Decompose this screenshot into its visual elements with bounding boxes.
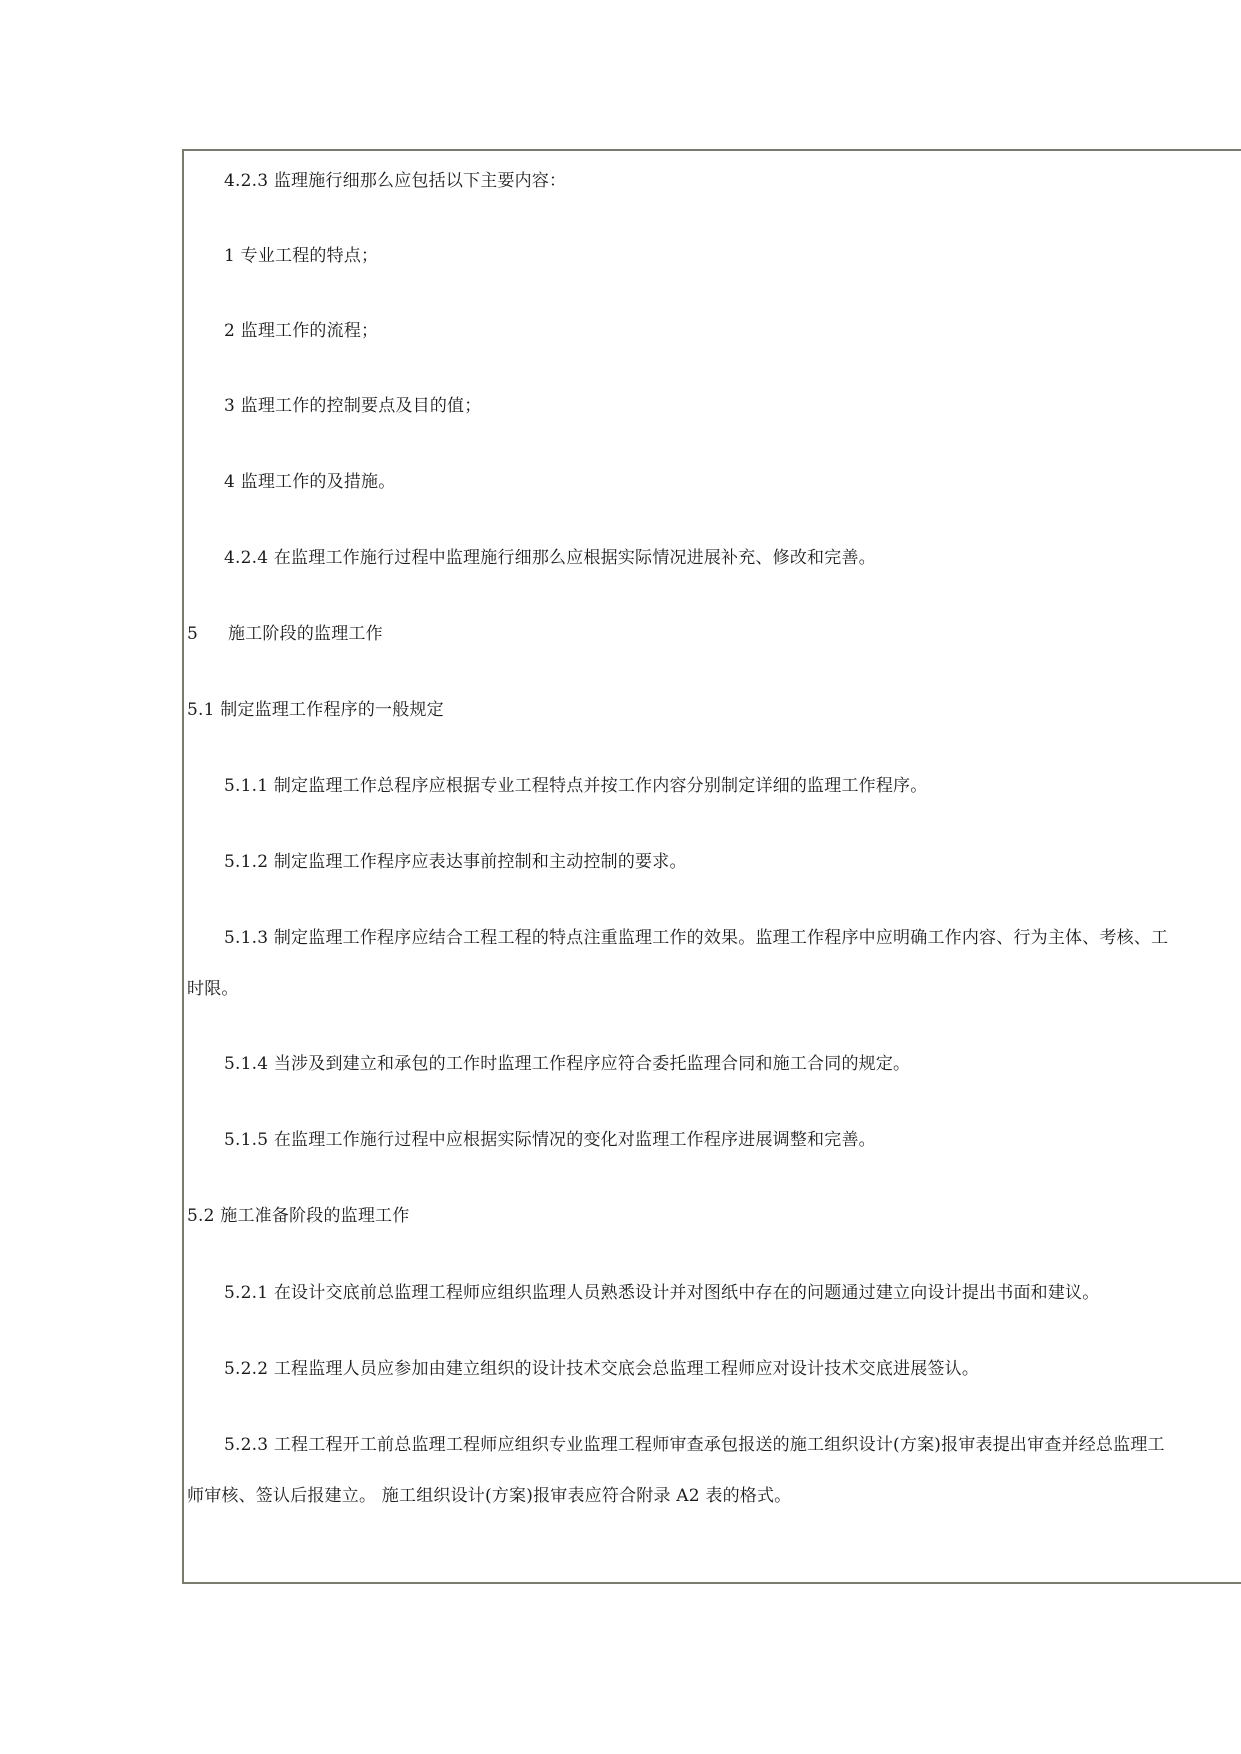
- clause-5-2-1: 5.2.1 在设计交底前总监理工程师应组织监理人员熟悉设计并对图纸中存在的问题通过建立向设计提出书面和建议。: [224, 1283, 1100, 1303]
- section-5-2-heading: 5.2 施工准备阶段的监理工作: [187, 1206, 410, 1226]
- clause-5-1-5: 5.1.5 在监理工作施行过程中应根据实际情况的变化对监理工作程序进展调整和完善。: [224, 1130, 876, 1150]
- section-5-1-heading: 5.1 制定监理工作程序的一般规定: [187, 700, 444, 720]
- clause-5-1-2: 5.1.2 制定监理工作程序应表达事前控制和主动控制的要求。: [224, 852, 687, 872]
- clause-5-1-3-continuation: 时限。: [187, 979, 239, 999]
- clause-5-1-1: 5.1.1 制定监理工作总程序应根据专业工程特点并按工作内容分别制定详细的监理工作程序。: [224, 776, 928, 796]
- clause-5-1-3: 5.1.3 制定监理工作程序应结合工程工程的特点注重监理工作的效果。监理工作程序中应明确工作内容、行为主体、考核、工: [224, 928, 1169, 948]
- section-5-title: 施工阶段的监理工作: [228, 624, 383, 644]
- clause-5-1-4: 5.1.4 当涉及到建立和承包的工作时监理工作程序应符合委托监理合同和施工合同的规定。: [224, 1054, 911, 1074]
- list-item-2: 2 监理工作的流程；: [224, 321, 379, 341]
- clause-5-2-2: 5.2.2 工程监理人员应参加由建立组织的设计技术交底会总监理工程师应对设计技术交底进展签认。: [224, 1359, 980, 1379]
- list-item-1: 1 专业工程的特点；: [224, 246, 379, 266]
- clause-5-2-3: 5.2.3 工程工程开工前总监理工程师应组织专业监理工程师审查承包报送的施工组织设计(方案)报审表提出审查并经总监理工: [224, 1435, 1165, 1455]
- list-item-3: 3 监理工作的控制要点及目的值；: [224, 396, 482, 416]
- section-5-number: 5: [187, 624, 199, 644]
- section-5-heading: [187, 623, 383, 645]
- clause-4-2-3: 4.2.3 监理施行细那么应包括以下主要内容：: [224, 171, 567, 191]
- clause-4-2-4: 4.2.4 在监理工作施行过程中监理施行细那么应根据实际情况进展补充、修改和完善。: [224, 548, 876, 568]
- clause-5-2-3-continuation: 师审核、签认后报建立。 施工组织设计(方案)报审表应符合附录 A2 表的格式。: [187, 1486, 792, 1506]
- list-item-4: 4 监理工作的及措施。: [224, 472, 396, 492]
